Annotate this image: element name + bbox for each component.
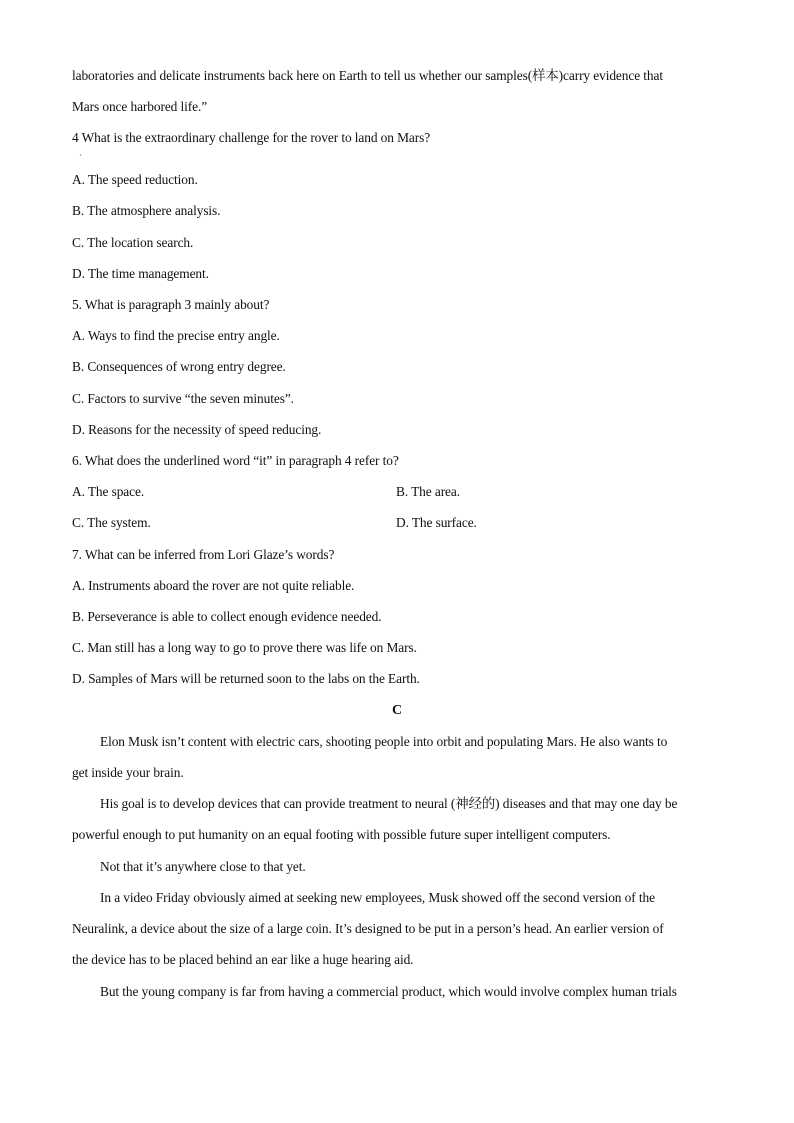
- question-6-option-d: D. The surface.: [396, 515, 477, 530]
- question-4-option-d: D. The time management.: [72, 266, 209, 281]
- passage-c-heading: C: [391, 703, 402, 718]
- question-6-option-b: B. The area.: [396, 484, 460, 499]
- question-5-option-a: A. Ways to find the precise entry angle.: [72, 328, 280, 343]
- passage-b-line: laboratories and delicate instruments back here on Earth to tell us whether our samples(样本)carry evidence that: [72, 68, 663, 83]
- question-7-option-d: D. Samples of Mars will be returned soon to the labs on the Earth.: [72, 671, 420, 686]
- passage-c-line: Elon Musk isn’t content with electric cars, shooting people into orbit and populating Mars. He also wants to: [100, 734, 668, 749]
- question-6-stem: 6. What does the underlined word “it” in paragraph 4 refer to?: [72, 453, 399, 468]
- question-4-stem: 4 What is the extraordinary challenge for the rover to land on Mars?: [72, 130, 431, 145]
- question-4-option-b: B. The atmosphere analysis.: [72, 203, 221, 218]
- passage-b-line: Mars once harbored life.”: [72, 99, 208, 114]
- stray-mark: ·: [79, 151, 82, 160]
- question-5-option-b: B. Consequences of wrong entry degree.: [72, 359, 286, 374]
- passage-c-line: His goal is to develop devices that can provide treatment to neural (神经的) diseases and that may one day be: [100, 796, 678, 811]
- question-7-stem: 7. What can be inferred from Lori Glaze’s words?: [72, 547, 335, 562]
- passage-c-line: But the young company is far from having a commercial product, which would involve complex human trials: [100, 984, 677, 999]
- question-5-stem: 5. What is paragraph 3 mainly about?: [72, 297, 270, 312]
- question-4-option-a: A. The speed reduction.: [72, 172, 198, 187]
- passage-c-line: powerful enough to put humanity on an equal footing with possible future super intelligent computers.: [72, 827, 611, 842]
- passage-c-line: In a video Friday obviously aimed at seeking new employees, Musk showed off the second version of the: [100, 890, 655, 905]
- question-7-option-a: A. Instruments aboard the rover are not quite reliable.: [72, 578, 355, 593]
- passage-c-line: Neuralink, a device about the size of a large coin. It’s designed to be put in a person’s head. An earlier version of: [72, 921, 664, 936]
- question-6-option-a: A. The space.: [72, 484, 145, 499]
- passage-c-line: the device has to be placed behind an ear like a huge hearing aid.: [72, 952, 414, 967]
- passage-c-line: Not that it’s anywhere close to that yet.: [100, 859, 306, 874]
- question-4-option-c: C. The location search.: [72, 235, 194, 250]
- question-5-option-d: D. Reasons for the necessity of speed reducing.: [72, 422, 322, 437]
- question-5-option-c: C. Factors to survive “the seven minutes”.: [72, 391, 294, 406]
- question-7-option-b: B. Perseverance is able to collect enough evidence needed.: [72, 609, 382, 624]
- question-6-option-c: C. The system.: [72, 515, 151, 530]
- question-7-option-c: C. Man still has a long way to go to prove there was life on Mars.: [72, 640, 417, 655]
- passage-c-line: get inside your brain.: [72, 765, 184, 780]
